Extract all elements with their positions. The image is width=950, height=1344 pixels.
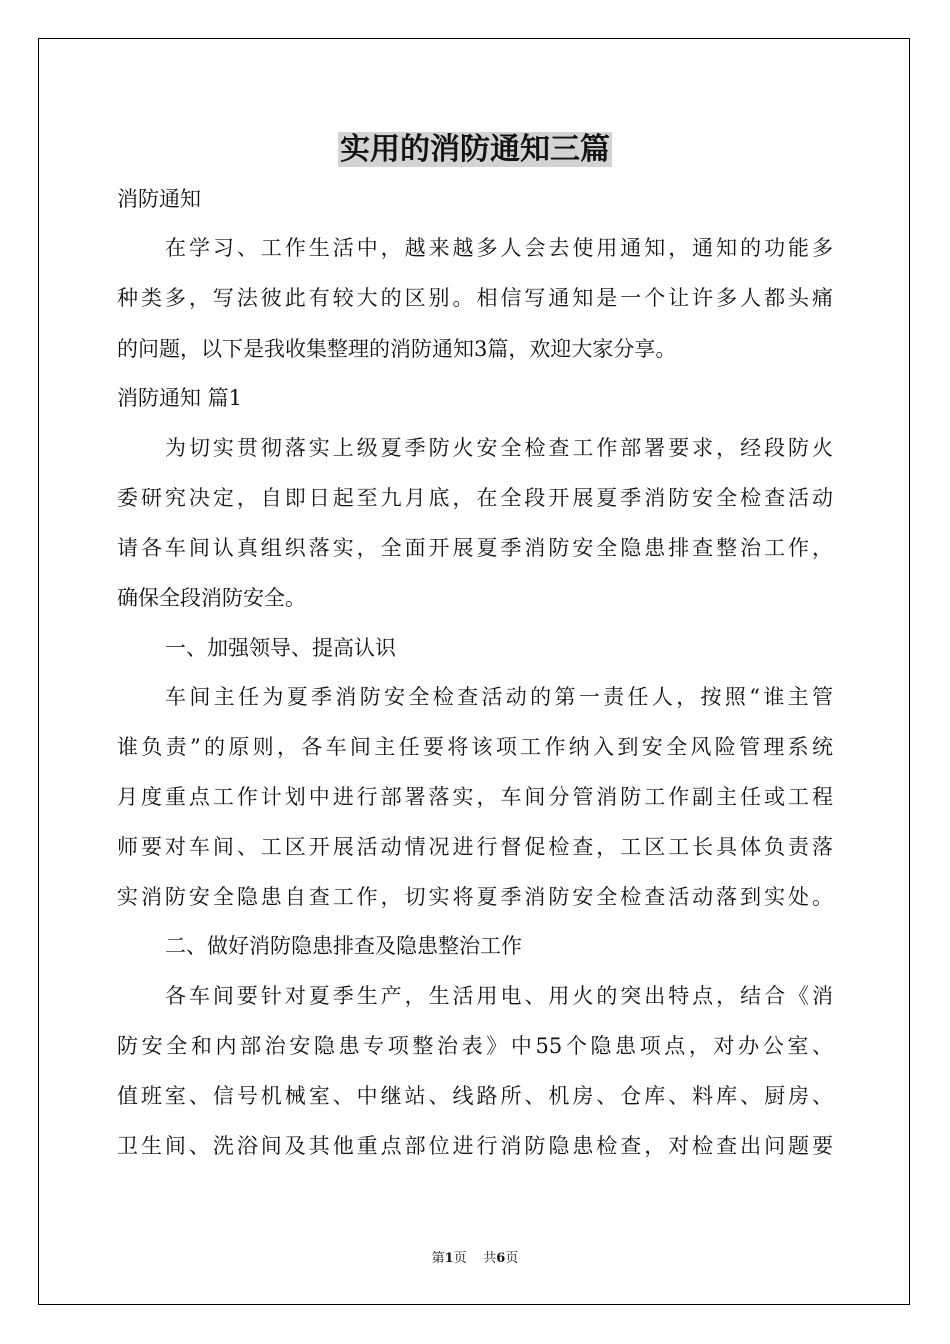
paragraph-line: 在学习、工作生活中，越来越多人会去使用通知，通知的功能多 bbox=[165, 236, 833, 260]
page-current: 1 bbox=[444, 1251, 454, 1266]
document-title bbox=[117, 128, 833, 172]
paragraph-line: 为切实贯彻落实上级夏季防火安全检查工作部署要求，经段防火 bbox=[165, 436, 833, 460]
paragraph-line: 师要对车间、工区开展活动情况进行督促检查，工区工长具体负责落 bbox=[117, 835, 833, 859]
paragraph-line: 月度重点工作计划中进行部署落实，车间分管消防工作副主任或工程 bbox=[117, 785, 833, 809]
paragraph-line: 种类多，写法彼此有较大的区别。相信写通知是一个让许多人都头痛 bbox=[117, 286, 833, 310]
page-footer bbox=[0, 1247, 950, 1266]
paragraph-line: 确保全段消防安全。 bbox=[117, 586, 306, 610]
paragraph-line: 卫生间、洗浴间及其他重点部位进行消防隐患检查，对检查出问题要 bbox=[117, 1134, 833, 1158]
section-heading: 一、加强领导、提高认识 bbox=[165, 636, 396, 660]
page-prefix: 第 bbox=[431, 1251, 445, 1266]
page-frame bbox=[38, 38, 910, 1305]
page-suffix: 页 bbox=[453, 1251, 467, 1266]
section-heading: 二、做好消防隐患排查及隐患整治工作 bbox=[165, 934, 522, 958]
total-prefix: 共 bbox=[483, 1251, 497, 1266]
paragraph-line: 各车间要针对夏季生产，生活用电、用火的突出特点，结合《消 bbox=[165, 984, 833, 1008]
paragraph-line: 的问题，以下是我收集整理的消防通知3篇，欢迎大家分享。 bbox=[117, 337, 677, 361]
section-label: 消防通知 篇1 bbox=[117, 386, 243, 410]
paragraph-line: 谁负责”的原则，各车间主任要将该项工作纳入到安全风险管理系统 bbox=[117, 735, 833, 759]
total-suffix: 页 bbox=[505, 1251, 519, 1266]
section-label: 消防通知 bbox=[117, 187, 201, 211]
paragraph-line: 车间主任为夏季消防安全检查活动的第一责任人，按照“谁主管 bbox=[165, 685, 833, 709]
paragraph-line: 值班室、信号机械室、中继站、线路所、机房、仓库、料库、厨房、 bbox=[117, 1084, 833, 1108]
paragraph-line: 防安全和内部治安隐患专项整治表》中55个隐患项点，对办公室、 bbox=[117, 1034, 833, 1058]
title-text: 实用的消防通知三篇 bbox=[340, 132, 610, 167]
paragraph-line: 实消防安全隐患自查工作，切实将夏季消防安全检查活动落到实处。 bbox=[117, 885, 833, 909]
paragraph-line: 请各车间认真组织落实，全面开展夏季消防安全隐患排查整治工作， bbox=[117, 536, 833, 560]
paragraph-line: 委研究决定，自即日起至九月底，在全段开展夏季消防安全检查活动 bbox=[117, 486, 833, 510]
page-total: 6 bbox=[496, 1251, 506, 1266]
